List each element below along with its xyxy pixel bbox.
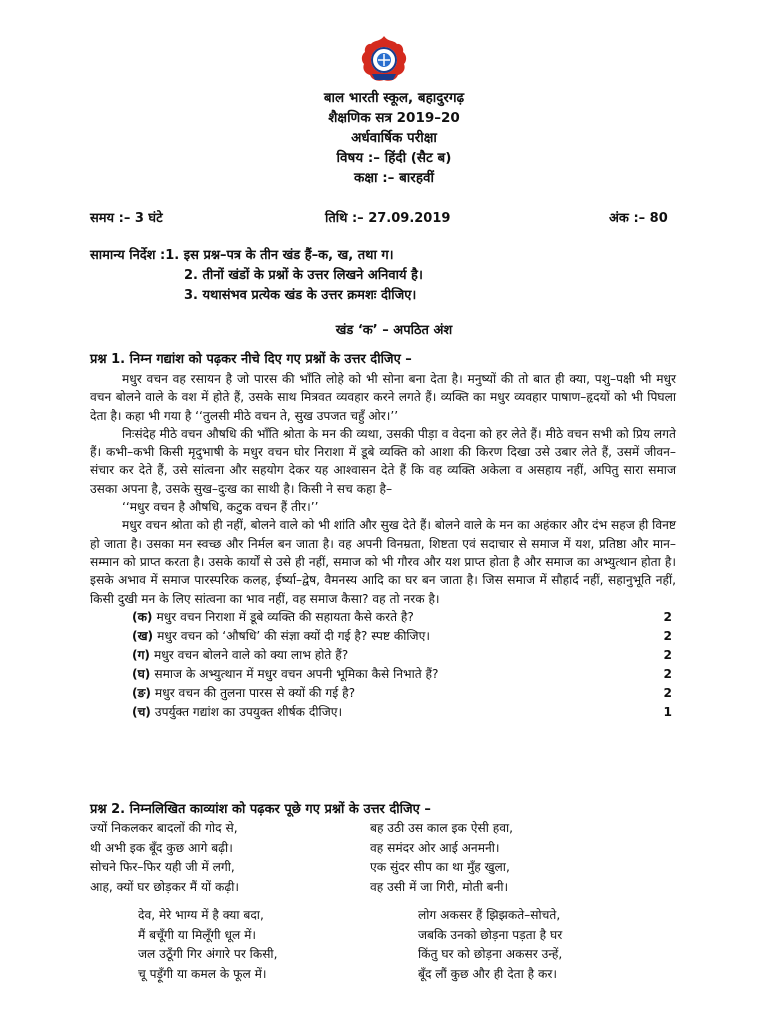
instructions-label: सामान्य निर्देश : (90, 248, 166, 263)
poem-line: थी अभी इक बूँद कुछ आगे बढ़ी। (90, 840, 233, 855)
poem-line: एक सुंदर सीप का था मुँह खुला, (370, 860, 510, 874)
instruction-item: 3. यथासंभव प्रत्येक खंड के उत्तर क्रमशः दीजिए। (184, 288, 417, 303)
poem-line: जबकि उनको छोड़ना पड़ता है घर (418, 927, 563, 942)
question-1 (90, 350, 676, 722)
general-instructions (90, 246, 423, 306)
poem-line: सोचने फिर–फिर यही जी में लगी, (90, 860, 235, 874)
session: शैक्षणिक सत्र 2019–20 (328, 110, 460, 126)
sub-question-label: (च) (132, 704, 151, 719)
sub-question-marks: 2 (663, 685, 672, 700)
question-heading: प्रश्न 2. निम्नलिखित काव्यांश को पढ़कर पूछे गए प्रश्नों के उत्तर दीजिए – (90, 802, 431, 817)
instruction-item: 2. तीनों खंडों के प्रश्नों के उत्तर लिखने अनिवार्य है। (184, 268, 423, 283)
sub-question-marks: 1 (663, 704, 672, 719)
sub-question-text: मधुर वचन बोलने वाले को क्या लाभ होते हैं? (154, 647, 349, 662)
exam-title: अर्धवार्षिक परीक्षा (351, 130, 437, 146)
subject: विषय :– हिंदी (सैट ब) (336, 150, 452, 166)
sub-question (90, 684, 676, 703)
sub-question-label: (ग) (132, 647, 151, 662)
document-header (0, 88, 768, 188)
poem-stanza (90, 819, 239, 897)
date-info: तिथि :– 27.09.2019 (325, 211, 451, 226)
poem-line: किंतु घर को छोड़ना अकसर उन्हें, (418, 947, 563, 961)
sub-question (90, 703, 676, 722)
sub-question-marks: 2 (663, 628, 672, 643)
sub-question-label: (ख) (132, 628, 154, 643)
poem-line: मैं बचूँगी या मिलूँगी धूल में। (138, 927, 256, 942)
poem-line: बूँद लौं कुछ और ही देता है कर। (418, 966, 557, 981)
poem-line: देव, मेरे भाग्य में है क्या बदा, (138, 908, 264, 922)
sub-question-marks: 2 (663, 666, 672, 681)
sub-question-text: मधुर वचन को ‘औषधि’ की संज्ञा क्यों दी गई है? स्पष्ट कीजिए। (157, 628, 430, 643)
poem-line: लोग अकसर हैं झिझकते–सोचते, (418, 908, 561, 922)
poem-line: वह समंदर ओर आई अनमनी। (370, 840, 500, 855)
sub-question-label: (ङ) (132, 685, 151, 700)
poem-stanza (418, 906, 562, 984)
passage-paragraph: मधुर वचन वह रसायन है जो पारस की भाँति लोहे को भी सोना बना देता है। मनुष्यों की तो बात ही क्या, पशु–पक्षी भी मधुर वचन बोलने वाले के वश में होते हैं, उसके साथ मित्रवत व्यवहार करने लगते हैं। व्यक्ति का मधुर व्यवहार पाषाण–हृदयों को भी पिघला देता है। कहा भी गया है ‘‘तुलसी मीठे वचन ते, सुख उपजत चहुँ ओर।’’ (90, 372, 676, 423)
poem-line: बह उठी उस काल इक ऐसी हवा, (370, 821, 514, 835)
section-title: खंड ‘क’ – अपठित अंश (335, 323, 453, 338)
sub-question-label: (क) (132, 609, 153, 624)
passage-paragraph: निःसंदेह मीठे वचन औषधि की भाँति श्रोता के मन की व्यथा, उसकी पीड़ा व वेदना को हर लेते हैं। मीठे वचन सभी को प्रिय लगते हैं। कभी–कभी किसी मृदुभाषी के मधुर वचन घोर निराशा में डूबे व्यक्ति को आशा की किरण दिखा उसे उबार लेते हैं, उसमें जीवन–संचार कर देते हैं, उसे सांत्वना और सहयोग देकर यह आश्वासन देते हैं कि वह व्यक्ति अकेला व असहाय नहीं, अपितु सारा समाज उसका अपना है, उसके सुख–दुःख का साथी है। किसी ने सच कहा है– (90, 426, 676, 496)
sub-question-marks: 2 (663, 609, 672, 624)
sub-question-text: मधुर वचन की तुलना पारस से क्यों की गई है? (154, 685, 356, 700)
sub-question-marks: 2 (663, 647, 672, 662)
instruction-item: 1. इस प्रश्न–पत्र के तीन खंड हैं–क, ख, तथा ग। (165, 248, 394, 263)
poem-line: चू पड़ूँगी या कमल के फूल में। (138, 966, 267, 981)
sub-question (90, 665, 676, 684)
class-name: कक्षा :– बारहवीं (354, 170, 434, 186)
sub-question-text: समाज के अभ्युत्थान में मधुर वचन अपनी भूमिका कैसे निभाते हैं? (154, 666, 439, 681)
sub-question (90, 608, 676, 627)
marks-info: अंक :– 80 (609, 211, 668, 226)
poem-line: जल उठूँगी गिर अंगारे पर किसी, (138, 947, 278, 961)
poem-stanza (138, 906, 277, 984)
poem-line: आह, क्यों घर छोड़कर मैं यों कढ़ी। (90, 879, 240, 894)
school-logo-icon (359, 34, 409, 84)
time-info: समय :– 3 घंटे (90, 211, 163, 226)
sub-question (90, 627, 676, 646)
sub-question-text: उपर्युक्त गद्यांश का उपयुक्त शीर्षक दीजिए। (154, 704, 343, 719)
sub-question-text: मधुर वचन निराशा में डूबे व्यक्ति की सहायता कैसे करते है? (156, 609, 414, 624)
question-heading: प्रश्न 1. निम्न गद्यांश को पढ़कर नीचे दिए गए प्रश्नों के उत्तर दीजिए – (90, 352, 412, 367)
passage-quote: ‘‘मधुर वचन है औषधि, कटुक वचन हैं तीर।’’ (122, 500, 319, 515)
poem-stanza (370, 819, 513, 897)
poem-line: वह उसी में जा गिरी, मोती बनी। (370, 879, 509, 894)
question-2 (90, 800, 676, 820)
sub-question (90, 646, 676, 665)
school-name: बाल भारती स्कूल, बहादुरगढ़ (323, 90, 465, 106)
sub-question-label: (घ) (132, 666, 151, 681)
passage-paragraph: मधुर वचन श्रोता को ही नहीं, बोलने वाले को भी शांति और सुख देते हैं। बोलने वाले के मन का अहंकार और दंभ सहज ही विनष्ट हो जाता है। उसका मन स्वच्छ और निर्मल बन जाता है। वह अपनी विनम्रता, शिष्टता एवं सदाचार से समाज में यश, प्रतिष्ठा और मान–सम्मान को प्राप्त करता है। उसके कार्यों से उसे ही नहीं, समाज को भी गौरव और यश प्राप्त होता है और समाज का अभ्युत्थान होता है। इसके अभाव में समाज पारस्परिक कलह, ईर्ष्या–द्वेष, वैमनस्य आदि का घर बन जाता है। जिस समाज में सौहार्द नहीं, सहानुभूति नहीं, किसी दुखी मन के लिए सांत्वना का भाव नहीं, वह समाज कैसा? वह तो नरक है। (90, 518, 676, 606)
poem-line: ज्यों निकलकर बादलों की गोद से, (90, 821, 238, 835)
